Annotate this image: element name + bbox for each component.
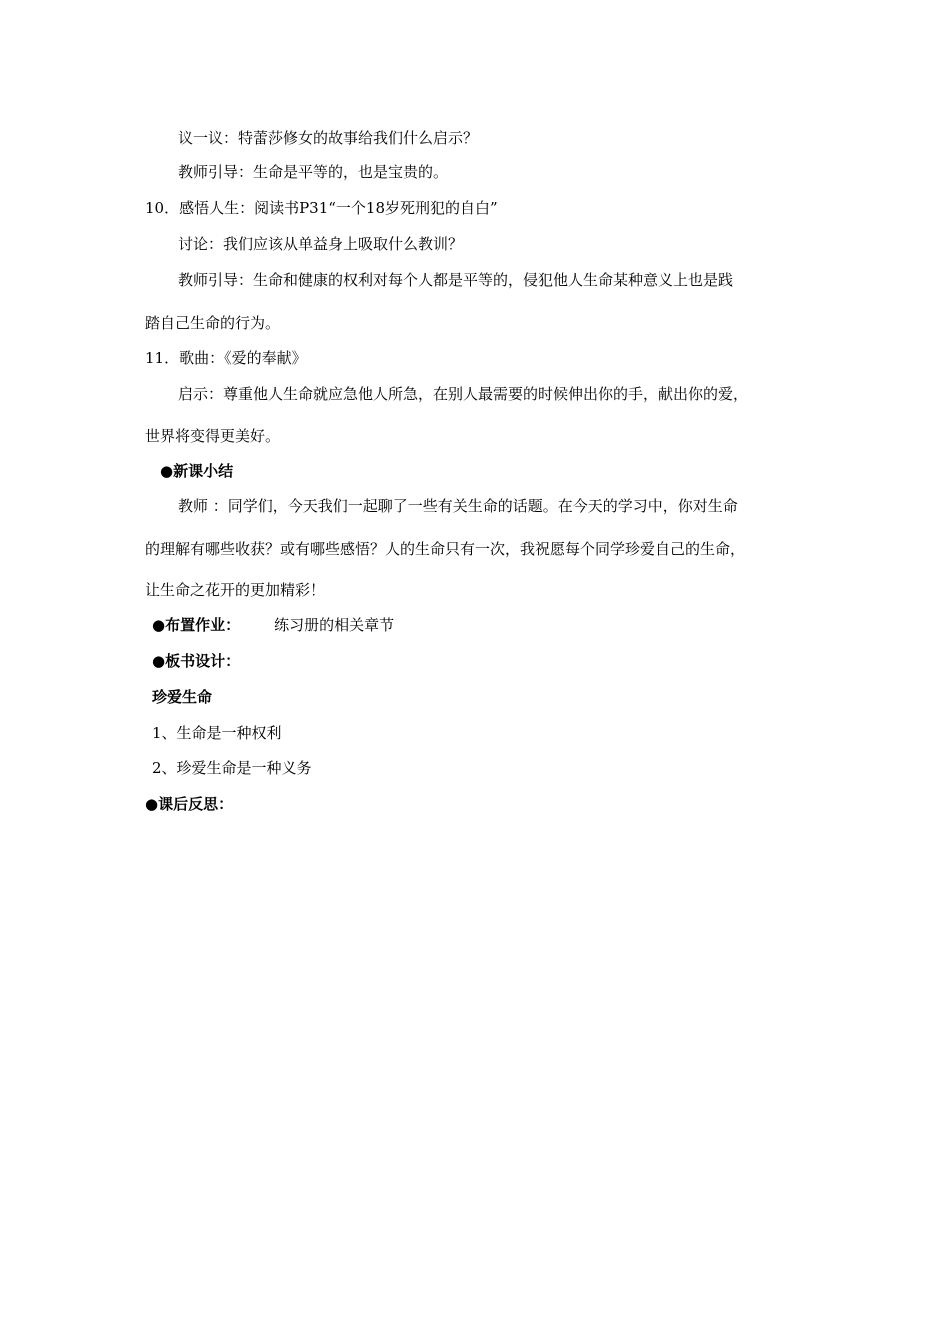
board-point-2: 2、珍爱生命是一种义务 (152, 759, 312, 777)
summary-line-3: 让生命之花开的更加精彩！ (145, 581, 326, 599)
insight-line-2: 世界将变得更美好。 (145, 427, 281, 445)
reflection-heading: ●课后反思： (145, 795, 234, 813)
teacher-guidance-1: 教师引导：生命是平等的，也是宝贵的。 (178, 163, 449, 181)
discussion-prompt-1: 议一议：特蕾莎修女的故事给我们什么启示？ (178, 129, 479, 147)
insight-line-1: 启示：尊重他人生命就应急他人所急，在别人最需要的时候伸出你的手，献出你的爱， (178, 385, 749, 403)
section-item-11: 11．歌曲：《爱的奉献》 (145, 349, 307, 367)
board-point-1: 1、生命是一种权利 (152, 724, 282, 742)
summary-line-2: 的理解有哪些收获？或有哪些感悟？人的生命只有一次，我祝愿每个同学珍爱自己的生命， (145, 540, 746, 558)
board-title: 珍爱生命 (152, 688, 213, 706)
teacher-guidance-2-line-1: 教师引导：生命和健康的权利对每个人都是平等的，侵犯他人生命某种意义上也是践 (178, 271, 734, 289)
homework-heading: ●布置作业： (152, 616, 241, 634)
board-design-heading: ●板书设计： (152, 652, 241, 670)
homework-row (152, 615, 394, 635)
summary-heading: ●新课小结 (160, 462, 234, 480)
discussion-prompt-2: 讨论：我们应该从单益身上吸取什么教训？ (178, 235, 464, 253)
homework-content: 练习册的相关章节 (274, 616, 395, 634)
teacher-guidance-2-line-2: 踏自己生命的行为。 (145, 314, 281, 332)
summary-line-1: 教师 ：同学们，今天我们一起聊了一些有关生命的话题。在今天的学习中，你对生命 (178, 497, 738, 515)
section-item-10: 10．感悟人生：阅读书P31“一个18岁死刑犯的自白” (145, 199, 498, 217)
